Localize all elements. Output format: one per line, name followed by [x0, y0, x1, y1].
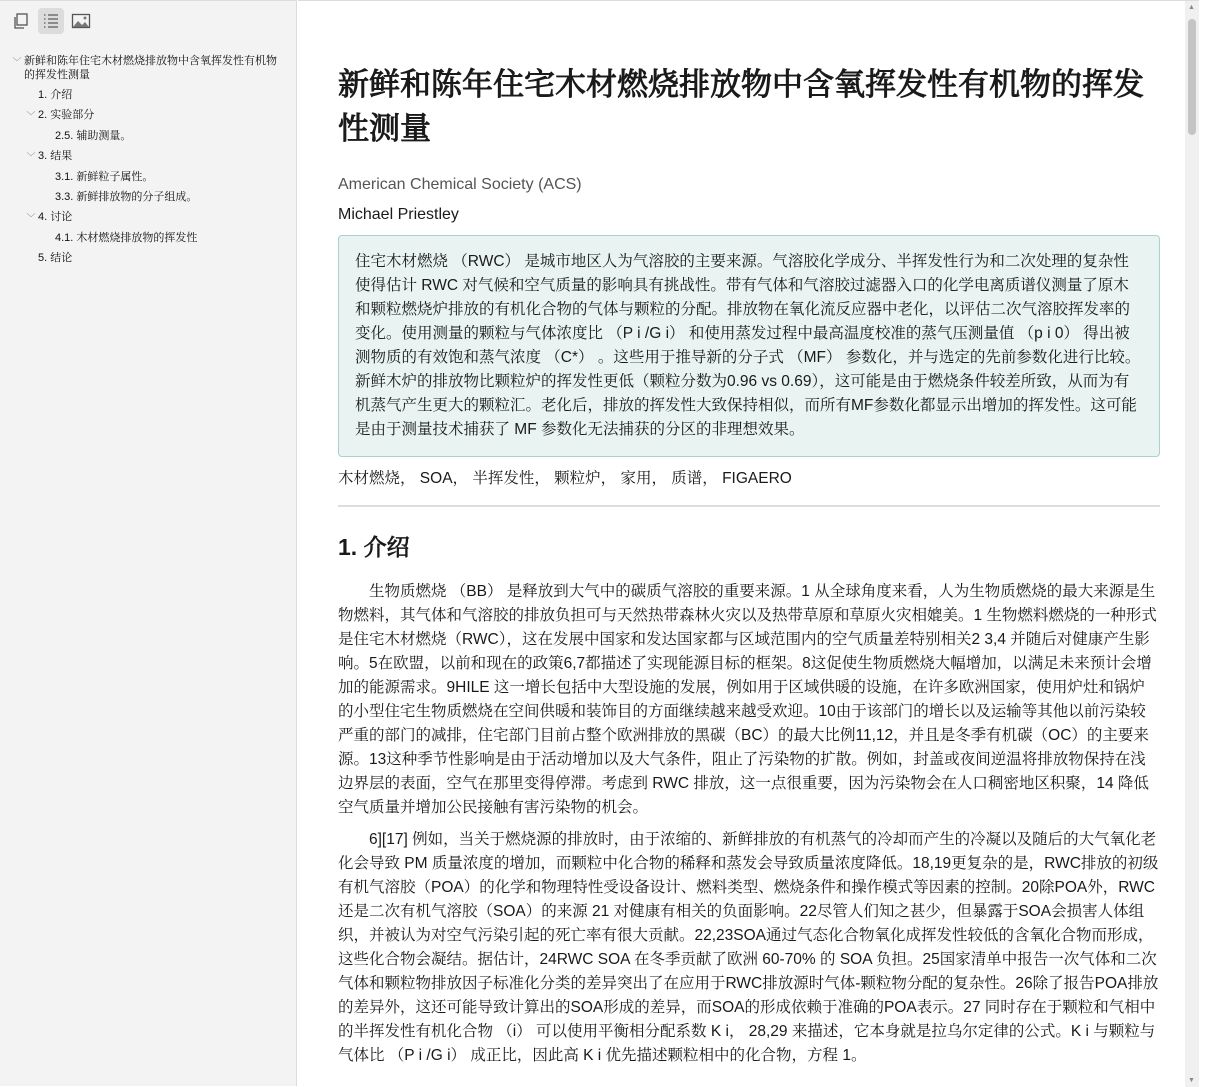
- outline-item-label: 5. 结论: [38, 252, 73, 264]
- paragraph: 生物质燃烧 （BB） 是释放到大气中的碳质气溶胶的重要来源。1 从全球角度来看，人为生物质燃烧的最大来源是生物燃料，其气体和气溶胶的排放负担可与天然热带森林火灾以及热带草原和草原火灾相媲美。1 生物燃料燃烧的一种形式是住宅木材燃烧（RWC），这在发展中国家和发达国家都与区域范围内的空气质量差特别相关2 3,4 并随后对健康产生影响。5在欧盟，以前和现在的政策6,7都描述了实现能源目标的框架。8这促使生物质燃烧大幅增加，以满足未来预计会增加的能源需求。9HILE 这一增长包括中大型设施的发展，例如用于区域供暖的设施，在许多欧洲国家，使用炉灶和锅炉的小型住宅生物质燃烧在空间供暖和装饰目的方面继续越来越受欢迎。10由于该部门的增长以及运输等其他以前污染较严重的部门的减排，住宅部门目前占整个欧洲排放的黑碳（BC）的最大比例11,12，并且是冬季有机碳（OC）的主要来源。13这种季节性影响是由于活动增加以及大气条件，阻止了污染物的扩散。例如，封盖或夜间逆温将排放物保持在浅边界层的表面，空气在那里变得停滞。考虑到 RWC 排放，这一点很重要，因为污染物会在人口稠密地区积聚，14 降低空气质量并增加公民接触有害污染物的机会。: [338, 583, 1157, 816]
- outline-item-label: 2. 实验部分: [38, 109, 95, 121]
- pages-view-button[interactable]: [8, 8, 34, 34]
- abstract: 住宅木材燃烧 （RWC） 是城市地区人为气溶胶的主要来源。气溶胶化学成分、半挥发性行为和二次处理的复杂性使得估计 RWC 对气候和空气质量的影响具有挑战性。带有气体和气溶胶过滤器入口的化学电离质谱仪测量了原木和颗粒燃烧炉排放的有机化合物的气体与颗粒的分配。排放物在氧化流反应器中老化，以评估二次气溶胶挥发率的变化。使用测量的颗粒与气体浓度比 （P i /G i） 和使用蒸发过程中最高温度校准的蒸气压测量值 （p i 0） 得出被测物质的有效饱和蒸气浓度 （C*） 。这些用于推导新的分子式 （MF） 参数化，并与选定的先前参数化进行比较。新鲜木炉的排放物比颗粒炉的挥发性更低（颗粒分数为0.96 vs 0.69），这可能是由于燃烧条件较差所致，从而为有机蒸气产生更大的颗粒汇。老化后，排放的挥发性大致保持相似，而所有MF参数化都显示出增加的挥发性。这可能是由于测量技术捕获了 MF 参数化无法捕获的分区的非理想效果。: [338, 235, 1160, 457]
- document-title: 新鲜和陈年住宅木材燃烧排放物中含氧挥发性有机物的挥发性测量: [338, 67, 1144, 146]
- chevron-down-icon[interactable]: ﹀: [12, 57, 22, 67]
- sidebar: [0, 0, 297, 1086]
- outline-item-label: 3.3. 新鲜排放物的分子组成。: [55, 191, 198, 203]
- paragraph: 6][17] 例如，当关于燃烧源的排放时，由于浓缩的、新鲜排放的有机蒸气的冷却而产生的冷凝以及随后的大气氧化老化会导致 PM 质量浓度的增加，而颗粒中化合物的稀释和蒸发会导致质量浓度降低。18,19更复杂的是，RWC排放的初级有机气溶胶（POA）的化学和物理特性受设备设计、燃料类型、燃烧条件和操作模式等因素的控制。20除POA外，RWC还是二次有机气溶胶（SOA）的来源 21 对健康有相关的负面影响。22尽管人们知之甚少，但暴露于SOA会损害人体组织，并被认为对空气污染引起的死亡率有很大贡献。22,23SOA通过气态化合物氧化成挥发性较低的含氧化合物而形成，这些化合物会凝结。据估计，24RWC SOA 在冬季贡献了欧洲 60-70% 的 SOA 负担。25国家清单中报告一次气体和二次气体和颗粒物排放因子标准化分类的差异突出了在应用于RWC排放源时气体-颗粒物分配的复杂性。26除了报告POA排放的差异外，这还可能导致计算出的SOA形成的差异，而SOA的形成依赖于准确的POA表示。27 同时存在于颗粒和气相中的半挥发性有机化合物 （i） 可以使用平衡相分配系数 K i， 28,29 来描述，它本身就是拉乌尔定律的公式。K i 与颗粒与气体比 （P i /G i） 成正比，因此高 K i 优先描述颗粒相中的化合物，方程 1。: [338, 831, 1159, 1064]
- outline-item-label: 4. 讨论: [38, 211, 73, 223]
- document-content: [338, 63, 1160, 1076]
- outline-item-label: 新鲜和陈年住宅木材燃烧排放物中含氧挥发性有机物的挥发性测量: [24, 55, 277, 81]
- outline-item-label: 4.1. 木材燃烧排放物的挥发性: [55, 232, 198, 244]
- outline-item[interactable]: [0, 126, 296, 146]
- chevron-down-icon[interactable]: ﹀: [26, 152, 36, 162]
- author: Michael Priestley: [338, 206, 459, 223]
- outline-item-label: 1. 介绍: [38, 89, 73, 101]
- scrollbar-thumb[interactable]: [1188, 19, 1196, 135]
- outline-item[interactable]: [0, 228, 296, 248]
- pages-icon: [12, 12, 30, 30]
- outline-view-button[interactable]: [38, 8, 64, 34]
- scroll-up-arrow-icon[interactable]: ▲: [1188, 4, 1195, 11]
- image-view-button[interactable]: [68, 8, 94, 34]
- outline-item-label: 2.5. 辅助测量。: [55, 130, 132, 142]
- keywords: 木材燃烧， SOA， 半挥发性， 颗粒炉， 家用， 质谱， FIGAERO: [338, 467, 1160, 507]
- chevron-down-icon[interactable]: ﹀: [26, 213, 36, 223]
- outline-item[interactable]: [0, 51, 296, 85]
- section-heading: 1. 介绍: [338, 534, 410, 560]
- outline-tree: [0, 51, 296, 268]
- outline-item[interactable]: [0, 187, 296, 207]
- outline-item[interactable]: [0, 85, 296, 105]
- chevron-down-icon[interactable]: ﹀: [26, 111, 36, 121]
- outline-list-icon: [42, 12, 60, 30]
- outline-item-label: 3.1. 新鲜粒子属性。: [55, 171, 154, 183]
- outline-item[interactable]: [0, 105, 296, 126]
- outline-item[interactable]: [0, 207, 296, 228]
- sidebar-toolbar: [0, 1, 296, 41]
- publisher: American Chemical Society (ACS): [338, 176, 582, 193]
- image-icon: [71, 12, 91, 30]
- scroll-down-arrow-icon[interactable]: ▼: [1188, 1077, 1195, 1084]
- outline-item[interactable]: [0, 167, 296, 187]
- outline-item-label: 3. 结果: [38, 150, 73, 162]
- outline-item[interactable]: [0, 248, 296, 268]
- document-view: [298, 0, 1199, 1086]
- vertical-scrollbar[interactable]: [1185, 1, 1199, 1087]
- outline-item[interactable]: [0, 146, 296, 167]
